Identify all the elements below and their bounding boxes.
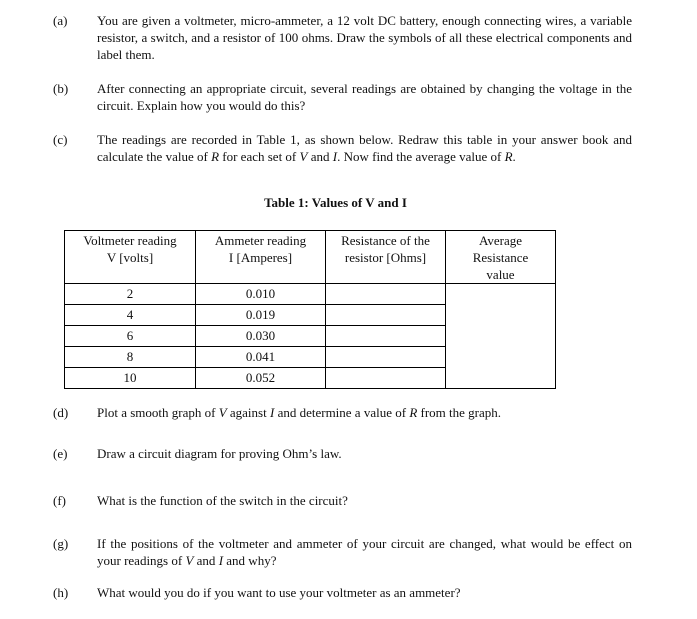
cell-voltage: 6 [65,326,196,347]
question-text: After connecting an appropriate circuit, several readings are obtained by changing the voltage in the circuit. Explain how you would do this? [97,81,632,113]
cell-resistance [326,284,446,305]
header-line: value [486,267,515,282]
table-header-row [65,231,556,284]
header-line: I [Amperes] [228,250,293,265]
cell-resistance [326,347,446,368]
cell-current: 0.041 [196,347,326,368]
header-line: Resistance of the [341,233,430,248]
question-text [97,535,632,569]
question-text: Draw a circuit diagram for proving Ohm’s law. [97,446,342,461]
question-label: (a) [53,13,68,28]
variable-i: I [218,553,224,568]
text-segment: and [307,149,333,164]
question-text [97,404,632,421]
header-average [446,231,556,284]
cell-resistance [326,368,446,389]
cell-voltage: 2 [65,284,196,305]
header-line: Voltmeter reading [83,233,177,248]
cell-voltage: 8 [65,347,196,368]
cell-resistance [326,305,446,326]
text-segment: from the graph. [417,405,502,420]
variable-v: V [185,553,194,568]
variable-r: R [211,149,220,164]
header-line: V [volts] [106,250,154,265]
header-line: Average [478,233,523,248]
variable-v: V [218,405,227,420]
text-segment: and [193,553,219,568]
text-segment: If the positions of the voltmeter and ammeter of your circuit are changed, what would be effect on your readings of [97,536,632,568]
cell-current: 0.030 [196,326,326,347]
question-text [97,131,632,165]
header-line: resistor [Ohms] [344,250,427,265]
table-caption: Table 1: Values of V and I [264,195,407,210]
header-line: Resistance [472,250,529,265]
text-segment: and determine a value of [274,405,410,420]
variable-r: R [409,405,418,420]
text-segment: Plot a smooth graph of [97,405,219,420]
cell-voltage: 4 [65,305,196,326]
cell-current: 0.010 [196,284,326,305]
cell-current: 0.019 [196,305,326,326]
text-segment: against [226,405,270,420]
variable-r: R [504,149,513,164]
text-segment: for each set of [219,149,300,164]
cell-current: 0.052 [196,368,326,389]
header-line: Ammeter reading [214,233,307,248]
variable-i: I [269,405,275,420]
question-label: (f) [53,493,66,508]
question-text: What would you do if you want to use your voltmeter as an ammeter? [97,585,461,600]
text-segment: . Now find the average value of [337,149,505,164]
cell-resistance [326,326,446,347]
cell-average-resistance [446,284,556,389]
header-resistance [326,231,446,284]
question-label: (c) [53,132,68,147]
table-row [65,284,556,305]
variable-i: I [332,149,338,164]
variable-v: V [299,149,308,164]
header-ammeter [196,231,326,284]
question-label: (d) [53,405,69,420]
header-voltmeter [65,231,196,284]
question-label: (e) [53,446,68,461]
text-segment: and why? [223,553,277,568]
question-label: (h) [53,585,69,600]
question-label: (g) [53,536,69,551]
question-label: (b) [53,81,69,96]
readings-table [64,230,556,389]
question-text: What is the function of the switch in the circuit? [97,493,348,508]
text-segment: . [512,149,516,164]
text-segment: The readings are recorded in Table 1, as shown below. Redraw this table in your answer book and calculate the value of [97,132,632,164]
cell-voltage: 10 [65,368,196,389]
question-text: You are given a voltmeter, micro-ammeter, a 12 volt DC battery, enough connecting wires, a variable resistor, a switch, and a resistor of 100 ohms. Draw the symbols of all these electrical components and label them. [97,13,632,62]
